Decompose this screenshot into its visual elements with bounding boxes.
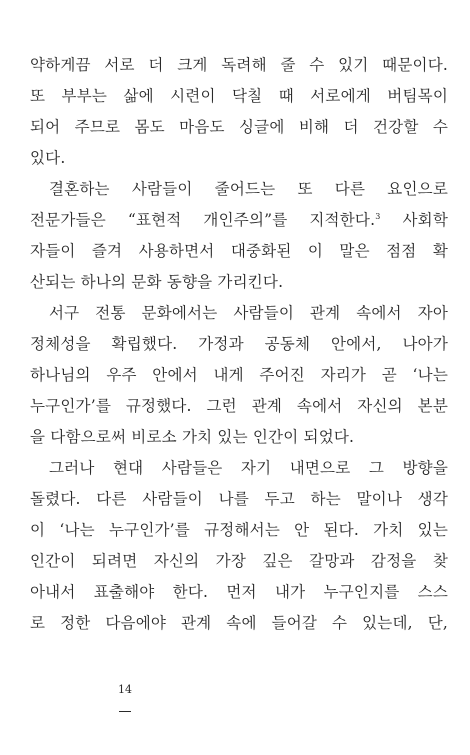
text-line-with-footnote [30,210,448,230]
footnote-mark: 3 [375,211,381,221]
text-line: 서구 전통 문화에서는 사람들이 관계 속에서 자아 [49,304,448,322]
text-line: 산되는 하나의 문화 동향을 가리킨다. [30,273,284,291]
text-line: 정체성을 확립했다. 가정과 공동체 안에서, 나아가 [30,335,448,353]
page-number: 14 [118,683,132,696]
text-line: 하나님의 우주 안에서 내게 주어진 자리가 곧 ‘나는 [30,366,448,384]
text-fragment: 사회학 [380,211,448,229]
text-line: 있다. [30,149,66,167]
text-line: 결혼하는 사람들이 줄어드는 또 다른 요인으로 [49,180,448,198]
text-fragment: 전문가들은 “표현적 개인주의”를 지적한다. [30,211,376,229]
text-line: 돌렸다. 다른 사람들이 나를 두고 하는 말이나 생각 [30,490,448,508]
text-line: 누구인가’를 규정했다. 그런 관계 속에서 자신의 본분 [30,397,448,415]
text-line: 을 다함으로써 비로소 가치 있는 인간이 되었다. [30,428,355,446]
text-line: 인간이 되려면 자신의 가장 깊은 갈망과 감정을 찾 [30,552,448,570]
text-line: 약하게끔 서로 더 크게 독려해 줄 수 있기 때문이다. [30,56,448,74]
page-number-rule [119,711,131,712]
text-line: 이 ‘나는 누구인가’를 규정해서는 안 된다. 가치 있는 [30,521,448,539]
text-line: 그러나 현대 사람들은 자기 내면으로 그 방향을 [49,459,448,477]
text-line: 로 정한 다음에야 관계 속에 들어갈 수 있는데, 단, [30,614,448,632]
text-line: 되어 주므로 몸도 마음도 싱글에 비해 더 건강할 수 [30,118,448,136]
text-line: 아내서 표출해야 한다. 먼저 내가 누구인지를 스스 [30,583,448,601]
text-line: 또 부부는 삶에 시련이 닥칠 때 서로에게 버팀목이 [30,87,448,105]
text-line: 자들이 즐겨 사용하면서 대중화된 이 말은 점점 확 [30,242,448,260]
